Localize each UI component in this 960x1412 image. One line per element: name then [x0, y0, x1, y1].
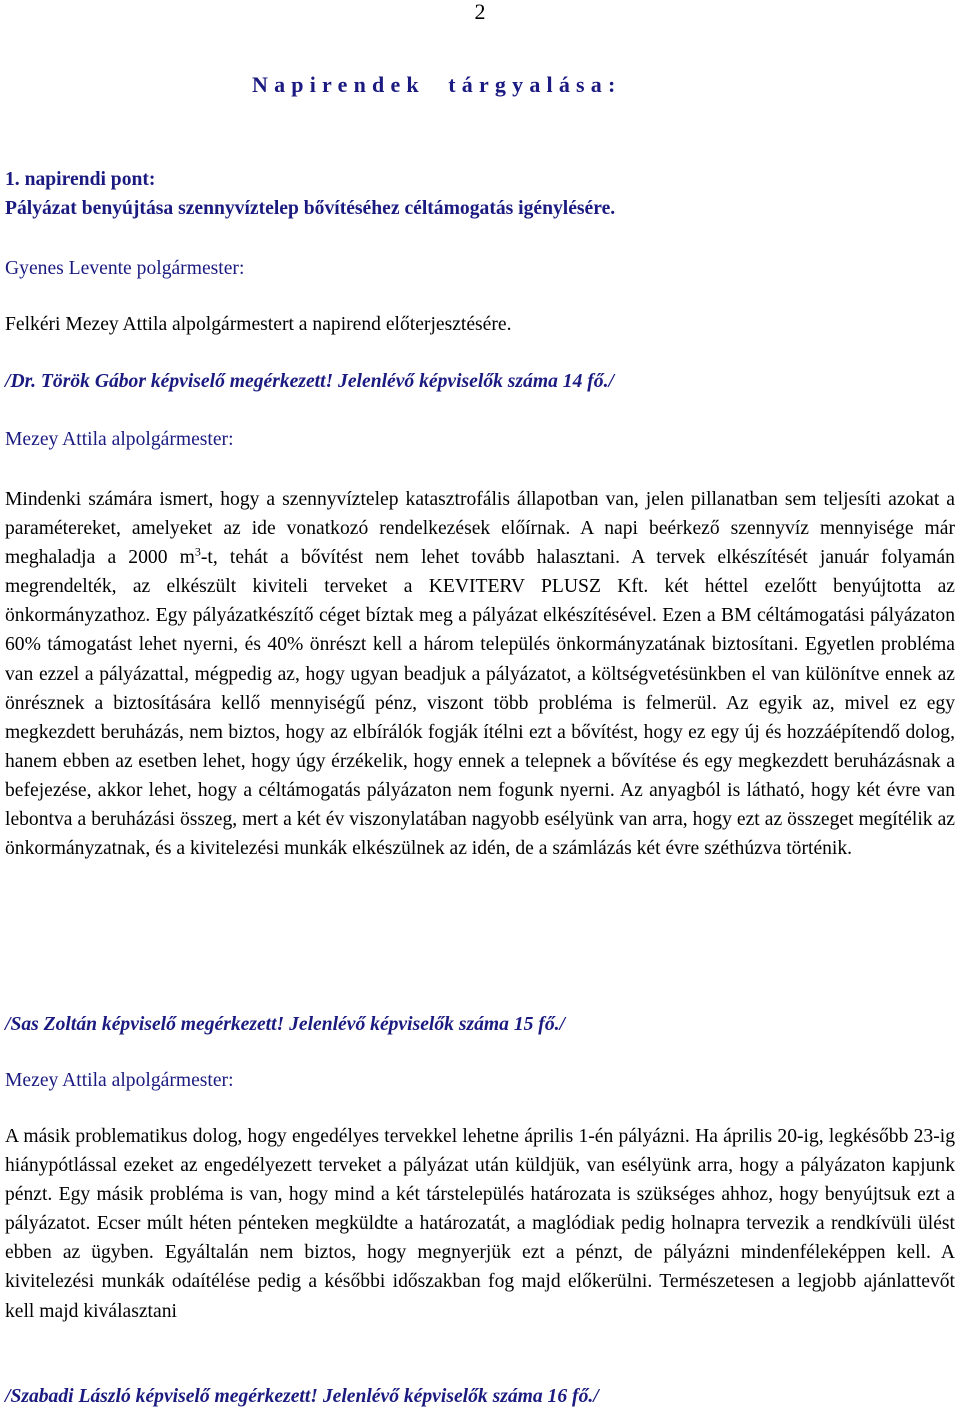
- agenda-title: Pályázat benyújtása szennyvíztelep bővítéséhez céltámogatás igénylésére.: [5, 198, 616, 219]
- paragraph-text: -t, tehát a bővítést nem lehet tovább halasztani. A tervek elkészítését január folyamán megrendelték, az elkészült kiviteli terveket a KEVITERV PLUSZ Kft. két héttel ezelőtt benyújtotta az önkormányzathoz. Egy pályázatkészítő céget bíztak meg a pályázat elkészítésével. Ezen a BM céltámogatási pályázaton 60% támogatást lehet nyerni, és 40% önrészt kell a három település önkormányzatának biztosítani. Egyetlen probléma van ezzel a pályázattal, mégpedig az, hogy ugyan beadjuk a pályázatot, a költségvetésünkben el van különítve ennek az önrésznek a biztosítására kellő mennyiségű pénz, viszont több probléma is felmerül. Az egyik az, mivel ez egy megkezdett beruházás, nem biztos, hogy az elbírálók fogják ítélni ezt a bővítést, hogy ez egy új és hozzáépítendő dolog, hanem ebben az esetben lehet, hogy úgy érzékelik, hogy ennek a telepnek a bővítése és egy megkezdett beruházásnak a befejezése, akkor lehet, hogy a céltámogatás pályázaton nem fogunk nyerni. Az anyagból is látható, hogy két évre van lebontva a beruházási összeg, mert a két év viszonylatában nagyobb esélyünk van arra, hogy ezt az összeget megítélik az önkormányzatnak, és a kivitelezési munkák elkészülnek az idén, de a számlázás két évre széthúzva történik.: [5, 547, 955, 860]
- paragraph-text: Mindenki számára ismert, hogy a szennyvíztelep katasztrofális állapotban van, jelen pillanatban sem teljesíti azokat a paramétereket, amelyeket az ide vonatkozó rendelkezések előírnak. A napi beérkező szennyvíz mennyisége már meghaladja a 2000 m: [5, 489, 955, 569]
- attendance-note: /Szabadi László képviselő megérkezett! Jelenlévő képviselők száma 16 fő./: [5, 1386, 599, 1407]
- attendance-note: /Sas Zoltán képviselő megérkezett! Jelenlévő képviselők száma 15 fő./: [5, 1014, 565, 1035]
- speaker-name: Mezey Attila alpolgármester:: [5, 1070, 234, 1091]
- superscript: 3: [194, 544, 201, 559]
- speaker-name: Mezey Attila alpolgármester:: [5, 429, 234, 450]
- page-number: 2: [474, 0, 486, 24]
- body-paragraph: [5, 485, 955, 863]
- speaker-statement: Felkéri Mezey Attila alpolgármestert a napirend előterjesztésére.: [5, 314, 512, 335]
- body-paragraph: A másik problematikus dolog, hogy engedélyes tervekkel lehetne április 1-én pályázni. Ha április 20-ig, legkésőbb 23-ig hiánypótlással ezeket az engedélyezett terveket a pályázat után küldjük, van esélyünk arra, hogy a pályázaton kapjunk pénzt. Egy másik probléma is van, hogy mind a két társtelepülés határozata is szükséges ahhoz, hogy benyújtsuk ezt a pályázatot. Ecser múlt héten pénteken megküldte a határozatát, a maglódiak pedig holnapra tervezik a rendkívüli ülést ebben az ügyben. Egyáltalán nem biztos, hogy megnyerjük ezt a pénzt, de pályázni mindenféleképpen kell. A kivitelezési munkák odaítélése pedig a későbbi időszakban fog majd előkerülni. Természetesen a legjobb ajánlattevőt kell majd kiválasztani: [5, 1126, 955, 1322]
- section-heading: Napirendek tárgyalása:: [252, 72, 622, 97]
- agenda-label: 1. napirendi pont:: [5, 169, 156, 190]
- attendance-note: /Dr. Török Gábor képviselő megérkezett! Jelenlévő képviselők száma 14 fő./: [5, 371, 614, 392]
- speaker-name: Gyenes Levente polgármester:: [5, 258, 245, 279]
